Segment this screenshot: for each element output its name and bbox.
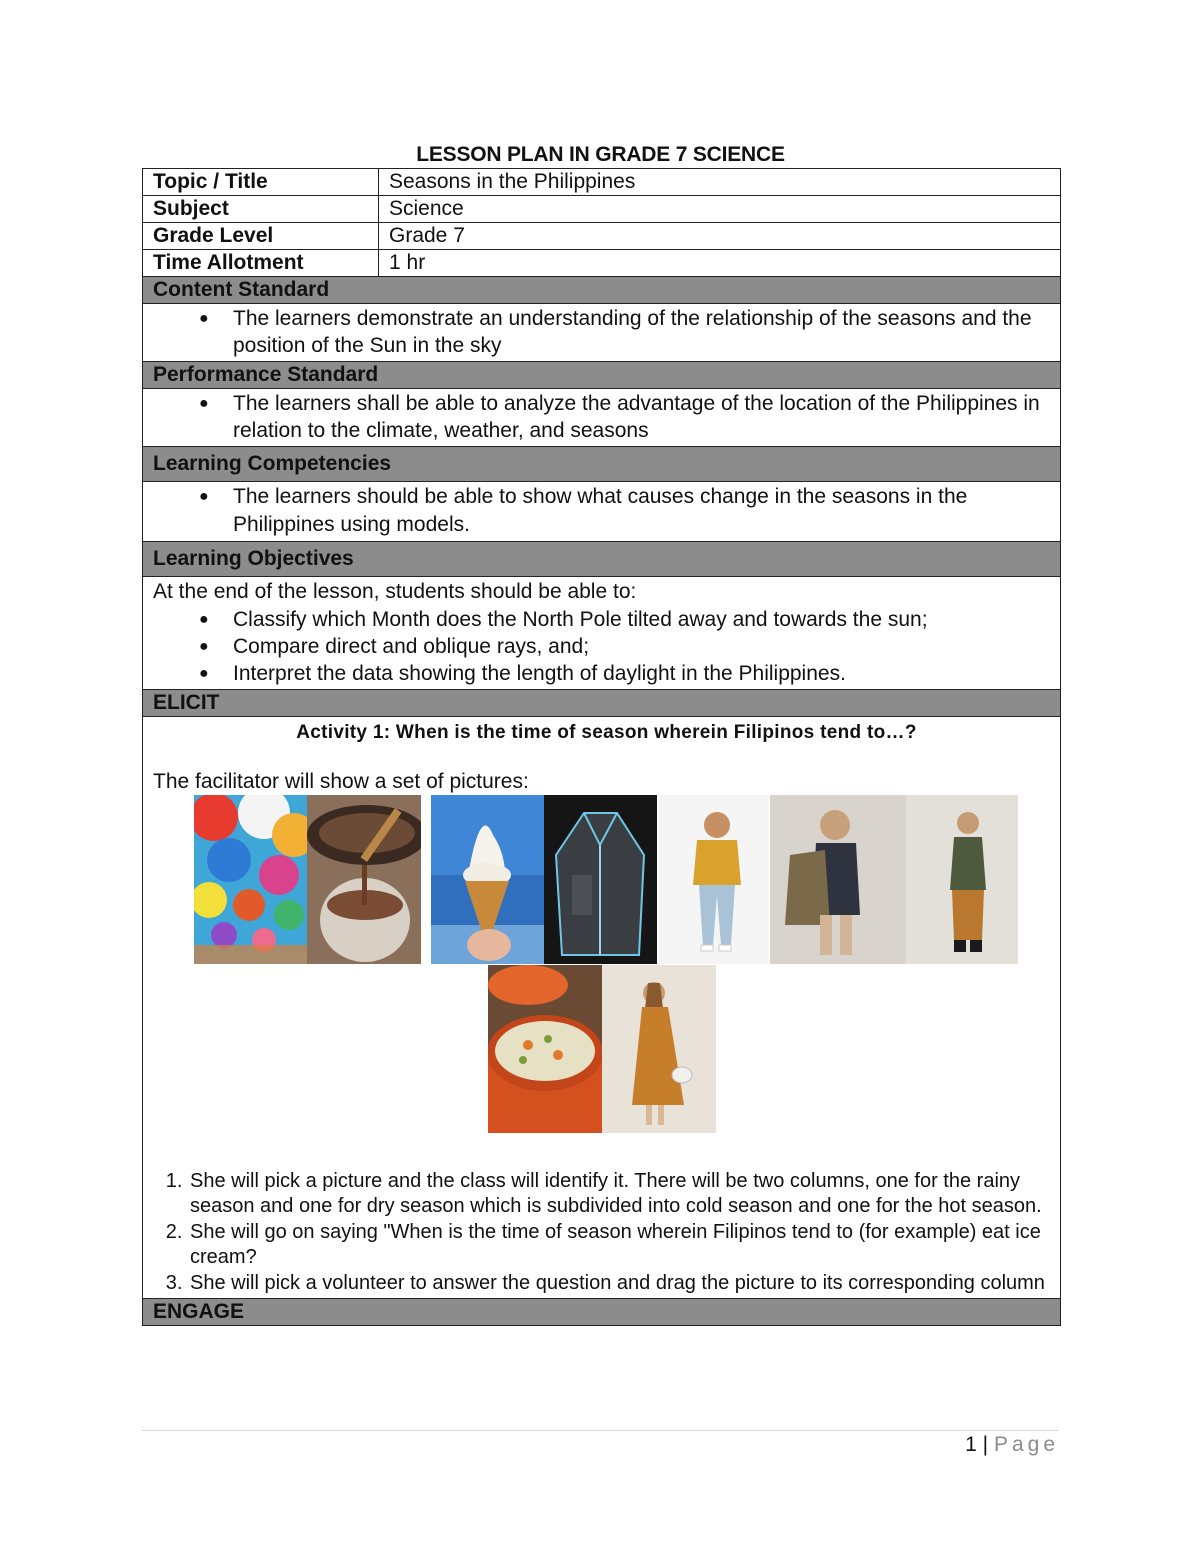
time-value: 1 hr [379,250,1061,277]
info-row-topic [143,169,1061,196]
content-standard-heading: Content Standard [143,277,1061,304]
activity-title: Activity 1: When is the time of season wherein Filipinos tend to…? [296,722,917,743]
content-standard-header [143,277,1061,304]
boy-green-sweater-picture [906,795,1018,964]
elicit-header [143,690,1061,717]
learning-competencies-list [153,483,1060,539]
learning-objectives-heading: Learning Objectives [143,542,1061,577]
list-item: 2. She will go on saying "When is the time of season wherein Filipinos tend to (for example) eat ice cream? [188,1220,1060,1269]
hot-chocolate-picture [307,795,421,964]
topic-label: Topic / Title [143,169,379,196]
list-item: 3. She will pick a volunteer to answer the question and drag the picture to its corresponding column [188,1271,1060,1296]
grade-value: Grade 7 [379,223,1061,250]
performance-standard-body [143,389,1061,447]
girl-sweater-picture [659,795,769,964]
pictures-row-2 [153,965,1060,1133]
info-row-time [143,250,1061,277]
ice-cream-picture [431,795,544,964]
footer-divider [142,1430,1059,1431]
page-separator: | [982,1433,989,1456]
subject-value: Science [379,196,1061,223]
learning-competencies-body [143,482,1061,542]
time-label: Time Allotment [143,250,379,277]
boy-coat-picture [770,795,906,964]
learning-objectives-list [153,606,1060,687]
info-row-subject [143,196,1061,223]
grade-label: Grade Level [143,223,379,250]
list-item: 1. She will pick a picture and the class will identify it. There will be two columns, one for the rainy season and one for dry season which is subdivided into cold season and one for the hot season. [188,1169,1060,1218]
subject-label: Subject [143,196,379,223]
content-standard-body [143,304,1061,362]
list-item: ● Classify which Month does the North Pole tilted away and towards the sun; [233,606,1060,633]
elicit-steps-list [153,1169,1060,1296]
list-item: ● Compare direct and oblique rays, and; [233,633,1060,660]
girl-dress-picture [602,965,716,1133]
raincoat-picture [544,795,657,964]
learning-competencies-header [143,447,1061,482]
document-title: LESSON PLAN IN GRADE 7 SCIENCE [416,143,785,166]
page-footer [965,1433,1059,1457]
info-row-grade [143,223,1061,250]
learning-objectives-body [143,577,1061,690]
content-standard-list [153,305,1060,359]
learning-objectives-intro: At the end of the lesson, students should be able to: [153,580,637,603]
learning-objectives-header [143,542,1061,577]
umbrellas-picture [194,795,307,964]
list-item: ● The learners shall be able to analyze the advantage of the location of the Philippines in relation to the climate, weather, and seasons [233,390,1060,444]
elicit-heading: ELICIT [143,690,1061,717]
engage-header [143,1298,1061,1325]
soup-picture [488,965,602,1133]
list-item: ● Interpret the data showing the length of daylight in the Philippines. [233,660,1060,687]
list-item: ● The learners should be able to show what causes change in the seasons in the Philippines using models. [233,483,1060,539]
list-item: ● The learners demonstrate an understanding of the relationship of the seasons and the position of the Sun in the sky [233,305,1060,359]
pictures-row-1 [153,795,1060,965]
engage-heading: ENGAGE [143,1298,1061,1325]
performance-standard-list [153,390,1060,444]
pictures-intro: The facilitator will show a set of pictures: [153,770,529,793]
performance-standard-heading: Performance Standard [143,362,1061,389]
performance-standard-header [143,362,1061,389]
page-number: 1 [965,1433,977,1456]
lesson-plan-table [142,168,1061,1326]
learning-competencies-heading: Learning Competencies [143,447,1061,482]
page-label: Page [993,1433,1059,1456]
elicit-body [143,717,1061,1299]
topic-value: Seasons in the Philippines [379,169,1061,196]
